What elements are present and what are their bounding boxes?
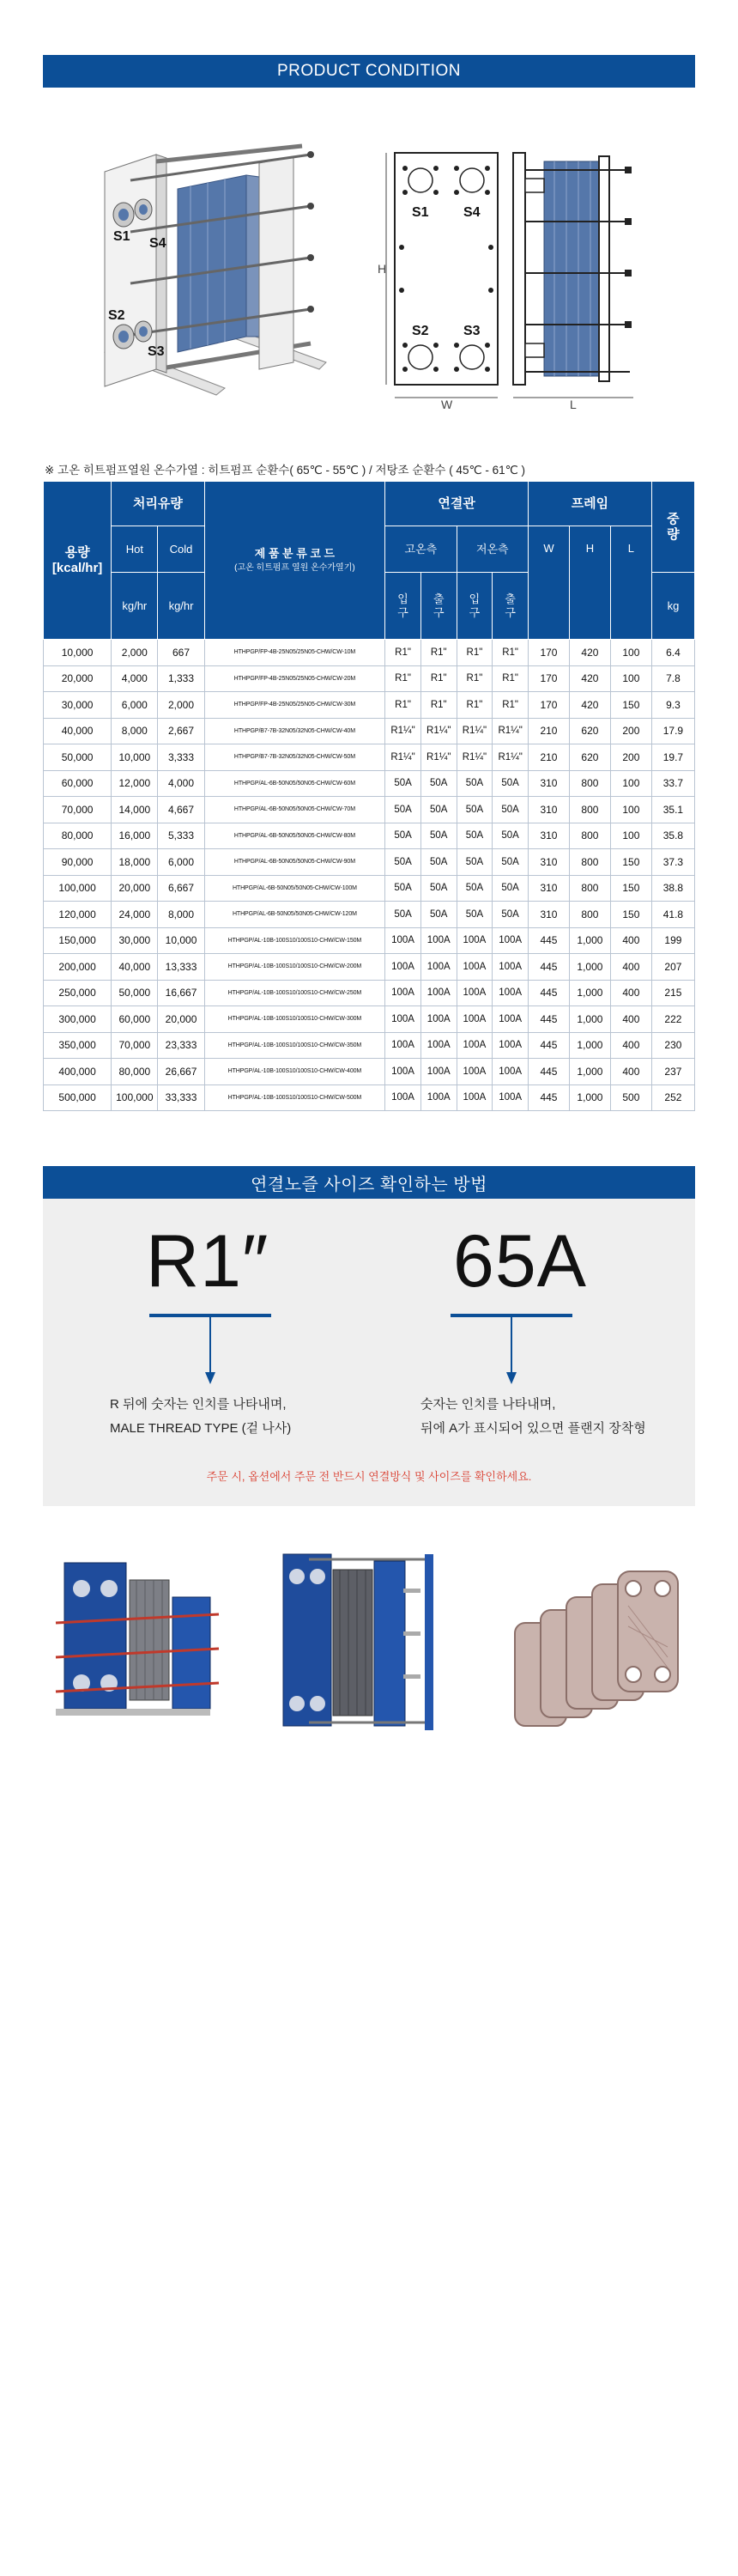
table-cell: R1¼" bbox=[493, 744, 529, 771]
table-row bbox=[44, 1032, 695, 1059]
table-cell: 23,333 bbox=[158, 1032, 204, 1059]
table-cell: HTHPGP/AL-10B-100S10/100S10-CHW/CW-250M bbox=[204, 980, 385, 1006]
table-cell: 70,000 bbox=[44, 797, 112, 823]
table-cell: 170 bbox=[529, 692, 570, 719]
table-cell: 50A bbox=[385, 770, 421, 797]
drawing-port-s4: S4 bbox=[463, 205, 481, 220]
table-cell: 500,000 bbox=[44, 1084, 112, 1111]
table-cell: 1,333 bbox=[158, 665, 204, 692]
table-cell: 420 bbox=[569, 640, 610, 666]
table-cell: 100A bbox=[385, 1032, 421, 1059]
temperature-note: ※ 고온 히트펌프열원 온수가열 : 히트펌프 순환수( 65℃ - 55℃ ) / 저탕조 순환수 ( 45℃ - 61℃ ) bbox=[45, 464, 526, 477]
table-cell: 100 bbox=[610, 797, 651, 823]
header-capacity: 용량 [kcal/hr] bbox=[44, 482, 112, 640]
table-cell: 8,000 bbox=[158, 902, 204, 928]
table-cell: 400 bbox=[610, 954, 651, 981]
table-cell: 13,333 bbox=[158, 954, 204, 981]
table-cell: 50A bbox=[420, 823, 457, 849]
table-cell: 150 bbox=[610, 902, 651, 928]
thread-explanation-line2: MALE THREAD TYPE (겉 나사) bbox=[110, 1421, 292, 1436]
table-cell: 100A bbox=[457, 980, 493, 1006]
table-cell: 50A bbox=[420, 902, 457, 928]
table-cell: 800 bbox=[569, 875, 610, 902]
table-cell: 100A bbox=[385, 1006, 421, 1033]
table-cell: R1" bbox=[420, 640, 457, 666]
table-cell: 400 bbox=[610, 927, 651, 954]
table-cell: 215 bbox=[651, 980, 694, 1006]
table-cell: R1" bbox=[420, 692, 457, 719]
table-cell: 35.8 bbox=[651, 823, 694, 849]
table-cell: 100A bbox=[457, 1006, 493, 1033]
table-cell: 445 bbox=[529, 980, 570, 1006]
table-cell: 50A bbox=[493, 902, 529, 928]
table-cell: 5,333 bbox=[158, 823, 204, 849]
table-cell: R1" bbox=[385, 692, 421, 719]
table-cell: 26,667 bbox=[158, 1059, 204, 1085]
table-cell: 100A bbox=[493, 954, 529, 981]
table-cell: 20,000 bbox=[44, 665, 112, 692]
table-cell: 50A bbox=[457, 770, 493, 797]
table-cell: 310 bbox=[529, 875, 570, 902]
header-code-subtitle: (고온 히트펌프 열원 온수가열기) bbox=[234, 563, 355, 574]
table-cell: 1,000 bbox=[569, 927, 610, 954]
thread-explanation bbox=[110, 1393, 291, 1441]
table-cell: 90,000 bbox=[44, 849, 112, 876]
table-cell: 100 bbox=[610, 665, 651, 692]
table-cell: 40,000 bbox=[112, 954, 158, 981]
table-cell: 200 bbox=[610, 718, 651, 744]
table-cell: 6.4 bbox=[651, 640, 694, 666]
header-cold: Cold bbox=[158, 526, 204, 573]
table-cell: 38.8 bbox=[651, 875, 694, 902]
table-cell: 50A bbox=[420, 875, 457, 902]
table-cell: 50,000 bbox=[112, 980, 158, 1006]
table-cell: 20,000 bbox=[112, 875, 158, 902]
header-frame-h: H bbox=[569, 526, 610, 640]
thread-explanation-line1: R 뒤에 숫자는 인치를 나타내며, bbox=[110, 1397, 287, 1412]
table-row bbox=[44, 1006, 695, 1033]
table-cell: R1¼" bbox=[420, 744, 457, 771]
table-cell: 9.3 bbox=[651, 692, 694, 719]
table-cell: 150 bbox=[610, 849, 651, 876]
table-cell: 445 bbox=[529, 1032, 570, 1059]
table-cell: 100A bbox=[385, 927, 421, 954]
table-cell: 41.8 bbox=[651, 902, 694, 928]
drawing-port-s1: S1 bbox=[412, 205, 429, 220]
header-cold-unit: kg/hr bbox=[158, 573, 204, 640]
table-cell: 500 bbox=[610, 1084, 651, 1111]
table-cell: 120,000 bbox=[44, 902, 112, 928]
heat-exchanger-isometric-illustration bbox=[96, 137, 345, 421]
table-cell: HTHPGP/AL-6B-50N05/50N05-CHW/CW-120M bbox=[204, 902, 385, 928]
table-row bbox=[44, 770, 695, 797]
table-cell: 400,000 bbox=[44, 1059, 112, 1085]
table-cell: 50A bbox=[385, 797, 421, 823]
table-cell: 50A bbox=[493, 849, 529, 876]
table-cell: R1" bbox=[457, 692, 493, 719]
table-cell: HTHPGP/B7-7B-32N05/32N05-CHW/CW-50M bbox=[204, 744, 385, 771]
table-cell: 35.1 bbox=[651, 797, 694, 823]
header-frame-l: L bbox=[610, 526, 651, 640]
table-cell: 3,333 bbox=[158, 744, 204, 771]
table-cell: 420 bbox=[569, 665, 610, 692]
table-cell: 30,000 bbox=[112, 927, 158, 954]
section-title-nozzle-guide: 연결노즐 사이즈 확인하는 방법 bbox=[43, 1166, 695, 1199]
header-weight-unit: kg bbox=[651, 573, 694, 640]
header-flow: 처리유량 bbox=[112, 482, 204, 526]
table-row bbox=[44, 640, 695, 666]
table-cell: R1¼" bbox=[385, 744, 421, 771]
table-cell: 50A bbox=[385, 875, 421, 902]
table-cell: 800 bbox=[569, 902, 610, 928]
table-cell: 17.9 bbox=[651, 718, 694, 744]
table-cell: 50A bbox=[385, 902, 421, 928]
section-title-product-condition: PRODUCT CONDITION bbox=[43, 55, 695, 88]
table-cell: 100 bbox=[610, 823, 651, 849]
table-cell: 310 bbox=[529, 902, 570, 928]
product-photo-assembled bbox=[257, 1546, 446, 1743]
table-cell: 16,667 bbox=[158, 980, 204, 1006]
flange-explanation bbox=[420, 1393, 646, 1441]
table-cell: R1" bbox=[493, 665, 529, 692]
table-cell: 50A bbox=[457, 823, 493, 849]
table-cell: 2,000 bbox=[112, 640, 158, 666]
table-cell: 10,000 bbox=[158, 927, 204, 954]
table-cell: 100A bbox=[457, 927, 493, 954]
table-cell: 50A bbox=[420, 797, 457, 823]
table-cell: 50A bbox=[493, 770, 529, 797]
table-cell: 100A bbox=[420, 1084, 457, 1111]
table-cell: 2,000 bbox=[158, 692, 204, 719]
table-cell: 445 bbox=[529, 1059, 570, 1085]
table-cell: HTHPGP/AL-6B-50N05/50N05-CHW/CW-90M bbox=[204, 849, 385, 876]
table-cell: 800 bbox=[569, 823, 610, 849]
table-cell: 4,000 bbox=[112, 665, 158, 692]
table-cell: 70,000 bbox=[112, 1032, 158, 1059]
table-row bbox=[44, 665, 695, 692]
table-cell: 10,000 bbox=[112, 744, 158, 771]
table-cell: 170 bbox=[529, 640, 570, 666]
table-cell: 310 bbox=[529, 849, 570, 876]
table-cell: 50A bbox=[493, 875, 529, 902]
down-arrow-icon bbox=[204, 1315, 216, 1384]
table-cell: 7.8 bbox=[651, 665, 694, 692]
table-cell: 310 bbox=[529, 797, 570, 823]
header-connection: 연결관 bbox=[385, 482, 529, 526]
nozzle-guide-panel bbox=[43, 1199, 695, 1506]
table-row bbox=[44, 1084, 695, 1111]
table-cell: 8,000 bbox=[112, 718, 158, 744]
table-cell: 100A bbox=[385, 1084, 421, 1111]
table-cell: 400 bbox=[610, 1006, 651, 1033]
table-cell: 100A bbox=[457, 1032, 493, 1059]
port-label-s4: S4 bbox=[149, 236, 166, 251]
table-cell: 100A bbox=[385, 954, 421, 981]
table-cell: 50A bbox=[385, 823, 421, 849]
table-cell: 40,000 bbox=[44, 718, 112, 744]
table-cell: 800 bbox=[569, 770, 610, 797]
table-cell: 1,000 bbox=[569, 954, 610, 981]
table-cell: 50A bbox=[420, 770, 457, 797]
table-cell: 222 bbox=[651, 1006, 694, 1033]
table-cell: 1,000 bbox=[569, 1084, 610, 1111]
header-frame: 프레임 bbox=[529, 482, 652, 526]
table-row bbox=[44, 823, 695, 849]
table-cell: 18,000 bbox=[112, 849, 158, 876]
table-cell: R1" bbox=[457, 665, 493, 692]
table-cell: 237 bbox=[651, 1059, 694, 1085]
table-cell: 20,000 bbox=[158, 1006, 204, 1033]
table-cell: 350,000 bbox=[44, 1032, 112, 1059]
spec-table-body bbox=[44, 640, 695, 1111]
table-cell: 2,667 bbox=[158, 718, 204, 744]
table-cell: HTHPGP/FP-4B-25N05/25N05-CHW/CW-20M bbox=[204, 665, 385, 692]
table-cell: HTHPGP/FP-4B-25N05/25N05-CHW/CW-10M bbox=[204, 640, 385, 666]
table-cell: 100A bbox=[493, 1084, 529, 1111]
drawing-port-s3: S3 bbox=[463, 324, 481, 338]
table-cell: HTHPGP/B7-7B-32N05/32N05-CHW/CW-40M bbox=[204, 718, 385, 744]
table-cell: 100,000 bbox=[44, 875, 112, 902]
table-cell: 420 bbox=[569, 692, 610, 719]
table-cell: 50A bbox=[457, 902, 493, 928]
table-cell: HTHPGP/FP-4B-25N05/25N05-CHW/CW-30M bbox=[204, 692, 385, 719]
table-cell: 100A bbox=[457, 1084, 493, 1111]
table-cell: 6,000 bbox=[158, 849, 204, 876]
table-row bbox=[44, 849, 695, 876]
header-weight: 중 량 bbox=[651, 482, 694, 573]
table-cell: 50,000 bbox=[44, 744, 112, 771]
table-cell: 667 bbox=[158, 640, 204, 666]
header-low-outlet: 출 구 bbox=[493, 573, 529, 640]
heat-exchanger-dimension-drawing bbox=[376, 144, 642, 410]
table-row bbox=[44, 875, 695, 902]
table-row bbox=[44, 692, 695, 719]
port-label-s1: S1 bbox=[113, 229, 130, 244]
header-hot: Hot bbox=[112, 526, 158, 573]
header-code-title: 제 품 분 류 코 드 bbox=[254, 546, 336, 560]
table-cell: 10,000 bbox=[44, 640, 112, 666]
table-row bbox=[44, 902, 695, 928]
header-high-side: 고온측 bbox=[385, 526, 457, 573]
table-cell: 60,000 bbox=[44, 770, 112, 797]
table-cell: 6,667 bbox=[158, 875, 204, 902]
table-cell: HTHPGP/AL-6B-50N05/50N05-CHW/CW-70M bbox=[204, 797, 385, 823]
table-cell: 100A bbox=[457, 954, 493, 981]
dimension-w-label: W bbox=[441, 398, 453, 410]
table-cell: 150,000 bbox=[44, 927, 112, 954]
table-cell: 60,000 bbox=[112, 1006, 158, 1033]
table-cell: 150 bbox=[610, 692, 651, 719]
table-cell: 1,000 bbox=[569, 980, 610, 1006]
table-cell: 310 bbox=[529, 770, 570, 797]
table-cell: 80,000 bbox=[112, 1059, 158, 1085]
table-row bbox=[44, 1059, 695, 1085]
table-cell: 14,000 bbox=[112, 797, 158, 823]
order-warning: 주문 시, 옵션에서 주문 전 반드시 연결방식 및 사이즈를 확인하세요. bbox=[206, 1470, 532, 1483]
header-code bbox=[204, 482, 385, 640]
header-low-side: 저온측 bbox=[457, 526, 528, 573]
table-cell: 800 bbox=[569, 797, 610, 823]
flange-explanation-line1: 숫자는 인치를 나타내며, bbox=[420, 1397, 556, 1412]
table-cell: 310 bbox=[529, 823, 570, 849]
table-cell: 210 bbox=[529, 744, 570, 771]
table-cell: 200,000 bbox=[44, 954, 112, 981]
table-cell: 445 bbox=[529, 954, 570, 981]
table-cell: 80,000 bbox=[44, 823, 112, 849]
table-cell: 1,000 bbox=[569, 1006, 610, 1033]
table-cell: 100A bbox=[493, 927, 529, 954]
table-cell: 50A bbox=[457, 849, 493, 876]
table-row bbox=[44, 797, 695, 823]
table-cell: 210 bbox=[529, 718, 570, 744]
table-cell: 620 bbox=[569, 744, 610, 771]
table-cell: 400 bbox=[610, 980, 651, 1006]
table-cell: 4,667 bbox=[158, 797, 204, 823]
table-cell: 100A bbox=[493, 1006, 529, 1033]
table-cell: 445 bbox=[529, 1084, 570, 1111]
table-cell: 100,000 bbox=[112, 1084, 158, 1111]
table-cell: 445 bbox=[529, 1006, 570, 1033]
table-cell: 100A bbox=[493, 980, 529, 1006]
table-cell: HTHPGP/AL-10B-100S10/100S10-CHW/CW-500M bbox=[204, 1084, 385, 1111]
table-cell: HTHPGP/AL-10B-100S10/100S10-CHW/CW-200M bbox=[204, 954, 385, 981]
table-cell: 620 bbox=[569, 718, 610, 744]
table-cell: 252 bbox=[651, 1084, 694, 1111]
table-cell: 19.7 bbox=[651, 744, 694, 771]
table-cell: 100A bbox=[493, 1032, 529, 1059]
product-photo-plates bbox=[506, 1563, 695, 1735]
nozzle-example-flange: 65A bbox=[453, 1220, 588, 1303]
table-row bbox=[44, 954, 695, 981]
table-cell: 100A bbox=[457, 1059, 493, 1085]
table-cell: 33.7 bbox=[651, 770, 694, 797]
table-cell: 24,000 bbox=[112, 902, 158, 928]
table-cell: 4,000 bbox=[158, 770, 204, 797]
table-cell: R1" bbox=[457, 640, 493, 666]
table-cell: 33,333 bbox=[158, 1084, 204, 1111]
table-cell: R1" bbox=[493, 692, 529, 719]
flange-explanation-line2: 뒤에 A가 표시되어 있으면 플랜지 장착형 bbox=[420, 1421, 646, 1436]
table-cell: 50A bbox=[457, 797, 493, 823]
table-cell: R1¼" bbox=[457, 718, 493, 744]
drawing-port-s2: S2 bbox=[412, 324, 429, 338]
table-cell: 6,000 bbox=[112, 692, 158, 719]
table-cell: 300,000 bbox=[44, 1006, 112, 1033]
table-cell: R1¼" bbox=[493, 718, 529, 744]
table-cell: 100A bbox=[385, 980, 421, 1006]
header-hot-unit: kg/hr bbox=[112, 573, 158, 640]
table-cell: 50A bbox=[457, 875, 493, 902]
table-cell: 100A bbox=[385, 1059, 421, 1085]
table-cell: 100A bbox=[420, 1006, 457, 1033]
table-cell: HTHPGP/AL-10B-100S10/100S10-CHW/CW-400M bbox=[204, 1059, 385, 1085]
table-cell: 100A bbox=[420, 954, 457, 981]
dimension-h-label: H bbox=[378, 262, 387, 276]
table-cell: R1¼" bbox=[420, 718, 457, 744]
table-cell: 800 bbox=[569, 849, 610, 876]
table-cell: 37.3 bbox=[651, 849, 694, 876]
table-cell: 400 bbox=[610, 1059, 651, 1085]
table-cell: 100A bbox=[420, 980, 457, 1006]
table-cell: 12,000 bbox=[112, 770, 158, 797]
nozzle-example-thread: R1″ bbox=[146, 1220, 269, 1303]
table-row bbox=[44, 927, 695, 954]
table-cell: 100A bbox=[420, 1032, 457, 1059]
header-frame-w: W bbox=[529, 526, 570, 640]
table-cell: R1" bbox=[385, 640, 421, 666]
product-photo-disassembled bbox=[47, 1546, 227, 1735]
table-cell: HTHPGP/AL-6B-50N05/50N05-CHW/CW-100M bbox=[204, 875, 385, 902]
spec-table bbox=[43, 481, 695, 1111]
dimension-l-label: L bbox=[570, 398, 577, 410]
table-cell: 100 bbox=[610, 770, 651, 797]
table-cell: 400 bbox=[610, 1032, 651, 1059]
table-row bbox=[44, 718, 695, 744]
table-cell: 1,000 bbox=[569, 1032, 610, 1059]
table-cell: 1,000 bbox=[569, 1059, 610, 1085]
header-high-inlet: 입 구 bbox=[385, 573, 421, 640]
port-label-s2: S2 bbox=[108, 308, 125, 323]
table-cell: 50A bbox=[493, 823, 529, 849]
table-cell: 170 bbox=[529, 665, 570, 692]
table-cell: 200 bbox=[610, 744, 651, 771]
table-cell: 199 bbox=[651, 927, 694, 954]
table-cell: 50A bbox=[420, 849, 457, 876]
table-cell: R1" bbox=[493, 640, 529, 666]
table-cell: HTHPGP/AL-6B-50N05/50N05-CHW/CW-60M bbox=[204, 770, 385, 797]
table-cell: R1" bbox=[420, 665, 457, 692]
table-cell: 250,000 bbox=[44, 980, 112, 1006]
table-cell: R1¼" bbox=[457, 744, 493, 771]
table-cell: 50A bbox=[493, 797, 529, 823]
table-cell: HTHPGP/AL-6B-50N05/50N05-CHW/CW-80M bbox=[204, 823, 385, 849]
table-cell: 445 bbox=[529, 927, 570, 954]
table-cell: 100A bbox=[493, 1059, 529, 1085]
header-high-outlet: 출 구 bbox=[420, 573, 457, 640]
table-cell: 230 bbox=[651, 1032, 694, 1059]
table-cell: 150 bbox=[610, 875, 651, 902]
table-row bbox=[44, 980, 695, 1006]
table-cell: HTHPGP/AL-10B-100S10/100S10-CHW/CW-350M bbox=[204, 1032, 385, 1059]
table-cell: R1¼" bbox=[385, 718, 421, 744]
table-cell: 50A bbox=[385, 849, 421, 876]
port-label-s3: S3 bbox=[148, 344, 165, 359]
table-cell: 30,000 bbox=[44, 692, 112, 719]
table-cell: HTHPGP/AL-10B-100S10/100S10-CHW/CW-300M bbox=[204, 1006, 385, 1033]
header-low-inlet: 입 구 bbox=[457, 573, 493, 640]
table-cell: 16,000 bbox=[112, 823, 158, 849]
table-cell: 100A bbox=[420, 927, 457, 954]
table-cell: HTHPGP/AL-10B-100S10/100S10-CHW/CW-150M bbox=[204, 927, 385, 954]
table-row bbox=[44, 744, 695, 771]
table-cell: R1" bbox=[385, 665, 421, 692]
table-cell: 100A bbox=[420, 1059, 457, 1085]
table-cell: 207 bbox=[651, 954, 694, 981]
table-cell: 100 bbox=[610, 640, 651, 666]
down-arrow-icon bbox=[505, 1315, 517, 1384]
